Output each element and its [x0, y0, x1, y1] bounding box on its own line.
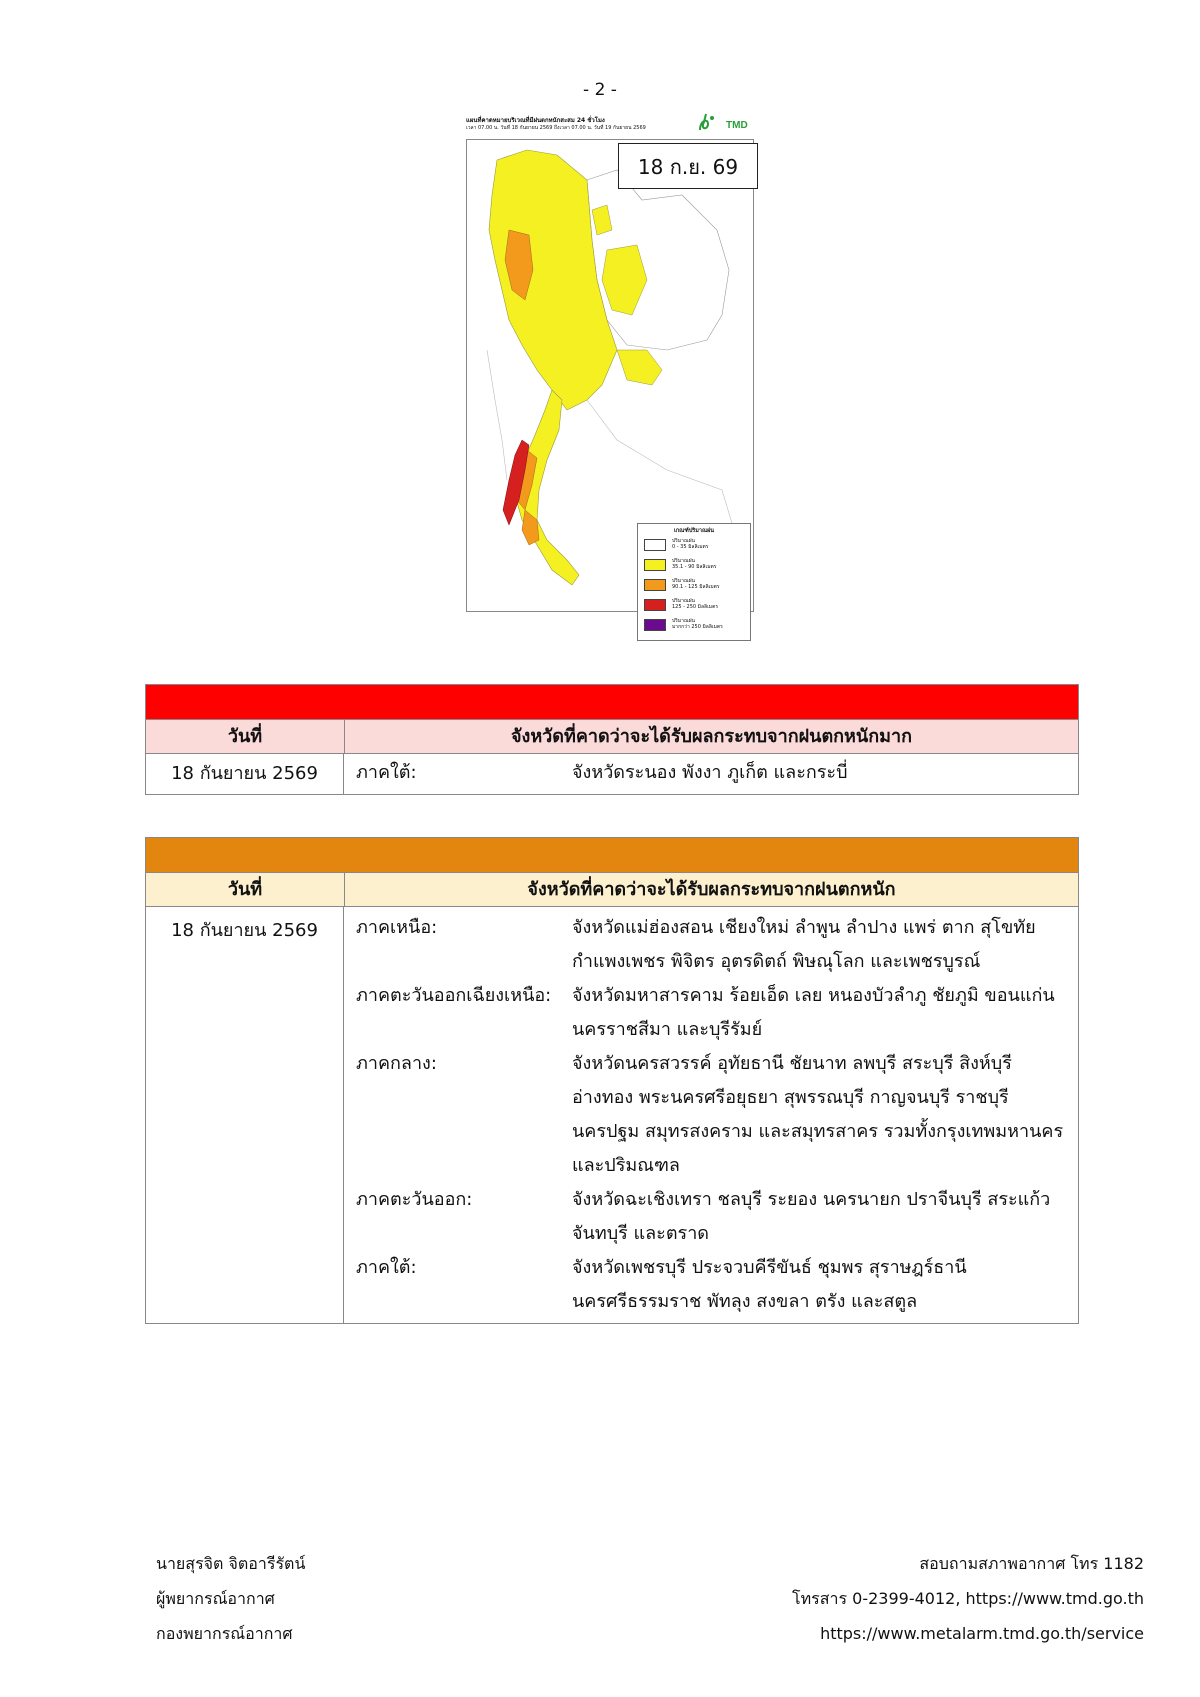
table-header: [146, 873, 1078, 907]
legend-swatch: [644, 599, 666, 611]
region-name: ภาคใต้:: [356, 1257, 417, 1278]
table-header: [146, 720, 1078, 754]
contact-fax-website[interactable]: โทรสาร 0-2399-4012, https://www.tmd.go.th: [792, 1589, 1144, 1608]
footer-forecaster: [156, 1546, 305, 1651]
forecaster-title: ผู้พยากรณ์อากาศ: [156, 1589, 275, 1608]
table-banner-red: [146, 685, 1078, 720]
footer-contact: [792, 1546, 1144, 1651]
region-row: [344, 1183, 1078, 1251]
map-header: [466, 108, 754, 138]
date-cell: 18 กันยายน 2569: [146, 907, 344, 1323]
date-cell: 18 กันยายน 2569: [146, 754, 344, 794]
region-provinces: จังหวัดแม่ฮ่องสอน เชียงใหม่ ลำพูน ลำปาง แพร่ ตาก สุโขทัย กำแพงเพชร พิจิตร อุตรดิตถ์ พิษณุโลก และเพชรบูรณ์: [572, 917, 1036, 972]
tmd-logo-text: TMD: [726, 120, 748, 131]
heavy-rain-table: [145, 837, 1079, 1324]
column-header-date: วันที่: [146, 873, 345, 906]
region-row: [344, 979, 1078, 1047]
table-row: [146, 754, 1078, 794]
region-row: [344, 1251, 1078, 1319]
legend-label: ปริมาณฝน 35.1 - 90 มิลลิเมตร: [672, 558, 717, 570]
region-name: ภาคเหนือ:: [356, 917, 438, 938]
table-banner-orange: [146, 838, 1078, 873]
tmd-logo-icon: [694, 110, 752, 136]
contact-phone: สอบถามสภาพอากาศ โทร 1182: [919, 1554, 1144, 1573]
legend-label: ปริมาณฝน 125 - 250 มิลลิเมตร: [672, 598, 719, 610]
map-date-label: 18 ก.ย. 69: [618, 143, 758, 189]
page-number: - 2 -: [583, 80, 617, 100]
region-row: [344, 911, 1078, 979]
region-row: [344, 756, 1078, 790]
very-heavy-rain-table: [145, 684, 1079, 795]
region-name: ภาคตะวันออกเฉียงเหนือ:: [356, 985, 552, 1006]
table-row: [146, 907, 1078, 1323]
region-name: ภาคตะวันออก:: [356, 1189, 473, 1210]
legend-label: ปริมาณฝน มากกว่า 250 มิลลิเมตร: [672, 618, 723, 630]
map-title: แผนที่คาดหมายบริเวณที่มีฝนตกหนักสะสม 24 ชั่วโมง: [466, 117, 605, 124]
region-provinces: จังหวัดมหาสารคาม ร้อยเอ็ด เลย หนองบัวลำภู ชัยภูมิ ขอนแก่น นครราชสีมา และบุรีรัมย์: [572, 985, 1055, 1040]
forecaster-name: นายสุรจิต จิตอารีรัตน์: [156, 1554, 306, 1573]
map-subtitle: เวลา 07.00 น. วันที่ 18 กันยายน 2569 ถึงเวลา 07.00 น. วันที่ 19 กันยายน 2569: [466, 125, 646, 131]
legend-swatch: [644, 539, 666, 551]
column-header-provinces: จังหวัดที่คาดว่าจะได้รับผลกระทบจากฝนตกหนักมาก: [510, 726, 912, 747]
region-provinces: จังหวัดนครสวรรค์ อุทัยธานี ชัยนาท ลพบุรี สระบุรี สิงห์บุรี อ่างทอง พระนครศรีอยุธยา สุพรรณบุรี กาญจนบุรี ราชบุรี นครปฐม สมุทรสงคราม และสมุทรสาคร รวมทั้งกรุงเทพมหานครและปริมณฑล: [572, 1053, 1064, 1176]
region-name: ภาคใต้:: [356, 762, 417, 783]
legend-swatch: [644, 579, 666, 591]
region-provinces: จังหวัดฉะเชิงเทรา ชลบุรี ระยอง นครนายก ปราจีนบุรี สระแก้ว จันทบุรี และตราด: [572, 1189, 1051, 1244]
legend-item: [644, 616, 748, 634]
legend-item: [644, 576, 748, 594]
region-name: ภาคกลาง:: [356, 1053, 437, 1074]
contact-metalarm-link[interactable]: https://www.metalarm.tmd.go.th/service: [820, 1624, 1144, 1643]
legend-item: [644, 536, 748, 554]
legend-label: ปริมาณฝน 90.1 - 125 มิลลิเมตร: [672, 578, 720, 590]
region-provinces: จังหวัดเพชรบุรี ประจวบคีรีขันธ์ ชุมพร สุราษฎร์ธานี นครศรีธรรมราช พัทลุง สงขลา ตรัง และสตูล: [572, 1257, 967, 1312]
legend-item: [644, 556, 748, 574]
map-legend: [637, 523, 751, 641]
legend-label: ปริมาณฝน 0 - 35 มิลลิเมตร: [672, 538, 709, 550]
region-provinces: จังหวัดระนอง พังงา ภูเก็ต และกระบี่: [572, 762, 848, 783]
column-header-date: วันที่: [146, 720, 345, 753]
forecaster-division: กองพยากรณ์อากาศ: [156, 1624, 293, 1643]
map-frame: [466, 139, 754, 630]
legend-title: เกณฑ์ปริมาณฝน: [673, 528, 715, 534]
legend-swatch: [644, 619, 666, 631]
region-row: [344, 1047, 1078, 1183]
legend-item: [644, 596, 748, 614]
rain-forecast-map: [466, 108, 754, 630]
legend-swatch: [644, 559, 666, 571]
column-header-provinces: จังหวัดที่คาดว่าจะได้รับผลกระทบจากฝนตกหนัก: [527, 879, 896, 900]
